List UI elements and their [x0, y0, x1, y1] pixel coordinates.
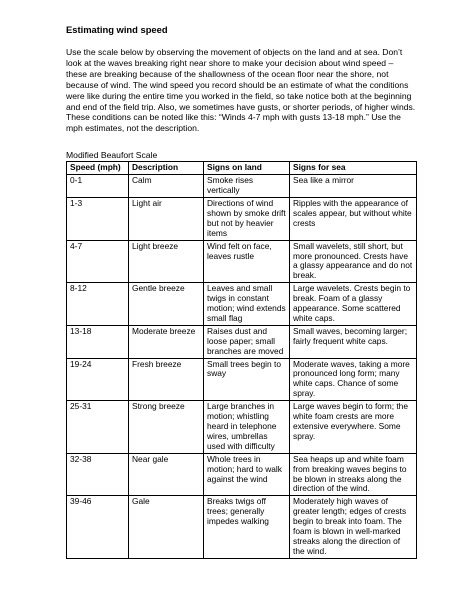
header-signs-for-sea: Signs for sea: [290, 162, 417, 175]
table-row: [67, 453, 417, 496]
header-signs-on-land: Signs on land: [204, 162, 290, 175]
land-cell: Breaks twigs off trees; generally impedes walking: [204, 496, 290, 558]
sea-cell: Moderate waves, taking a more pronounced long form; many white caps. Chance of some spray.: [290, 358, 417, 401]
document-page: [66, 24, 416, 559]
description-cell: Calm: [129, 175, 204, 198]
description-cell: Light breeze: [129, 240, 204, 283]
table-row: [67, 197, 417, 240]
description-cell: Strong breeze: [129, 401, 204, 454]
speed-cell: 25-31: [67, 401, 129, 454]
header-speed: Speed (mph): [67, 162, 129, 175]
sea-cell: Small wavelets, still short, but more pronounced. Crests have a glassy appearance and do not break.: [290, 240, 417, 283]
land-cell: Leaves and small twigs in constant motion; wind extends small flag: [204, 283, 290, 326]
sea-cell: Ripples with the appearance of scales appear, but without white crests: [290, 197, 417, 240]
speed-cell: 1-3: [67, 197, 129, 240]
table-row: [67, 240, 417, 283]
land-cell: Large branches in motion; whistling heard in telephone wires, umbrellas used with difficulty: [204, 401, 290, 454]
description-cell: Gentle breeze: [129, 283, 204, 326]
land-cell: Smoke rises vertically: [204, 175, 290, 198]
land-cell: Directions of wind shown by smoke drift but not by heavier items: [204, 197, 290, 240]
table-row: [67, 325, 417, 358]
speed-cell: 39-46: [67, 496, 129, 558]
description-cell: Fresh breeze: [129, 358, 204, 401]
sea-cell: Sea like a mirror: [290, 175, 417, 198]
speed-cell: 32-38: [67, 453, 129, 496]
description-cell: Near gale: [129, 453, 204, 496]
sea-cell: Large wavelets. Crests begin to break. Foam of a glassy appearance. Some scattered white caps.: [290, 283, 417, 326]
header-description: Description: [129, 162, 204, 175]
table-row: [67, 358, 417, 401]
land-cell: Wind felt on face, leaves rustle: [204, 240, 290, 283]
page-title: Estimating wind speed: [66, 24, 168, 35]
beaufort-table: [66, 161, 417, 559]
sea-cell: Moderately high waves of greater length; edges of crests begin to break into foam. The foam is blown in well-marked streaks along the direction of the wind.: [290, 496, 417, 558]
description-cell: Gale: [129, 496, 204, 558]
land-cell: Small trees begin to sway: [204, 358, 290, 401]
table-row: [67, 496, 417, 558]
sea-cell: Large waves begin to form; the white foam crests are more extensive everywhere. Some spray.: [290, 401, 417, 454]
description-cell: Light air: [129, 197, 204, 240]
table-row: [67, 175, 417, 198]
land-cell: Whole trees in motion; hard to walk against the wind: [204, 453, 290, 496]
description-cell: Moderate breeze: [129, 325, 204, 358]
table-row: [67, 401, 417, 454]
speed-cell: 19-24: [67, 358, 129, 401]
speed-cell: 0-1: [67, 175, 129, 198]
land-cell: Raises dust and loose paper; small branches are moved: [204, 325, 290, 358]
table-header-row: [67, 162, 417, 175]
speed-cell: 8-12: [67, 283, 129, 326]
sea-cell: Small waves, becoming larger; fairly frequent white caps.: [290, 325, 417, 358]
speed-cell: 4-7: [67, 240, 129, 283]
table-row: [67, 283, 417, 326]
sea-cell: Sea heaps up and white foam from breaking waves begins to be blown in streaks along the direction of the wind.: [290, 453, 417, 496]
table-caption: Modified Beaufort Scale: [66, 150, 158, 161]
intro-paragraph: Use the scale below by observing the movement of objects on the land and at sea. Don’t look at the waves breaking right near shore to make your decision about wind speed – these are breaking because of the shallowness of the ocean floor near the shore, not because of wind. The wind speed you record should be an estimate of what the conditions were like during the entire time you worked in the field, so take notice both at the beginning and end of the field trip. Also, we sometimes have gusts, or shorter periods, of higher winds. These conditions can be noted like this: “Winds 4-7 mph with gusts 13-18 mph.” Use the mph estimates, not the description.: [66, 47, 416, 134]
speed-cell: 13-18: [67, 325, 129, 358]
